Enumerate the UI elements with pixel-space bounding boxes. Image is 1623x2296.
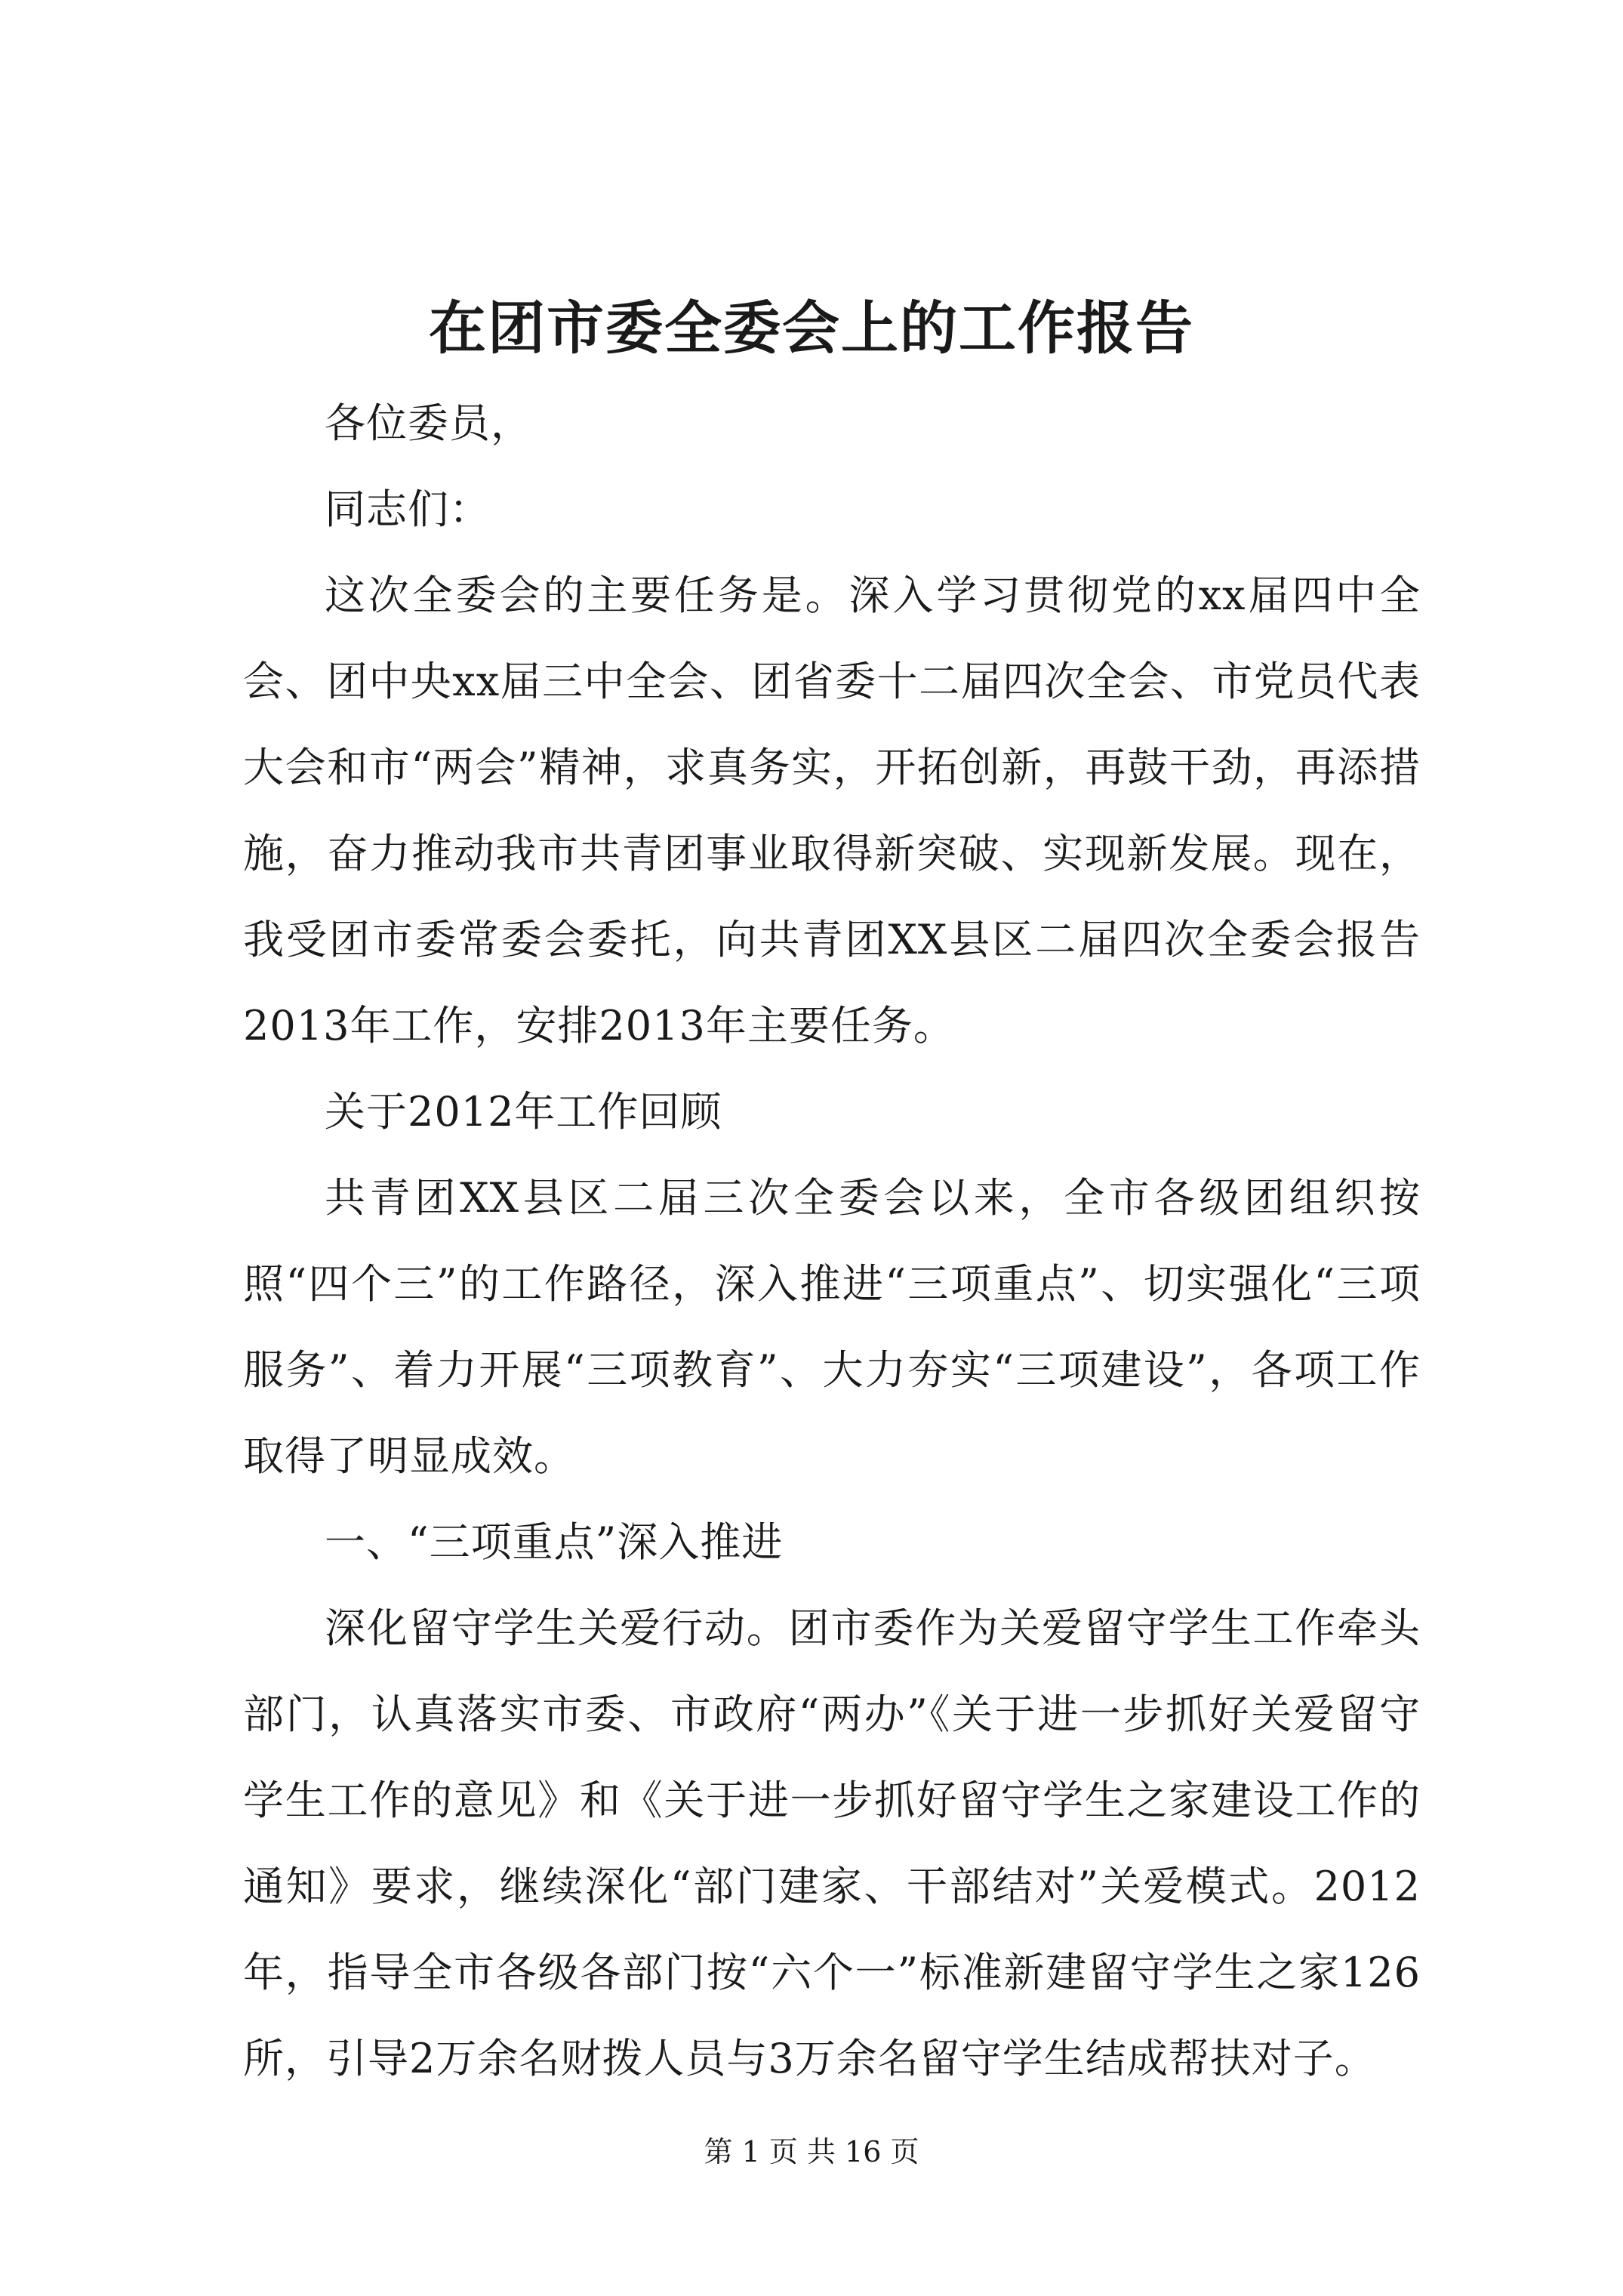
- subsection-heading-1: 一、“三项重点”深入推进: [325, 1518, 784, 1566]
- page-number-footer: 第 1 页 共 16 页: [704, 2135, 919, 2168]
- review-summary-paragraph: 共青团XX县区二届三次全委会以来，全市各级团组织按照“四个三”的工作路径，深入推进“三项重点”、切实强化“三项服务”、着力开展“三项教育”、大力夯实“三项建设”，各项工作取得了明显成效。: [243, 1174, 1421, 1480]
- document-title: 在团市委全委会上的工作报告: [429, 294, 1194, 362]
- document-body: [243, 381, 1421, 2102]
- section-heading-review: 关于2012年工作回顾: [325, 1088, 722, 1136]
- left-behind-students-paragraph: 深化留守学生关爱行动。团市委作为关爱留守学生工作牵头部门，认真落实市委、市政府“两办”《关于进一步抓好关爱留守学生工作的意见》和《关于进一步抓好留守学生之家建设工作的通知》要求，继续深化“部门建家、干部结对”关爱模式。2012年，指导全市各级各部门按“六个一”标准新建留守学生之家126所，引导2万余名财拨人员与3万余名留守学生结成帮扶对子。: [243, 1604, 1421, 2082]
- intro-paragraph: 这次全委会的主要任务是。深入学习贯彻党的xx届四中全会、团中央xx届三中全会、团省委十二届四次全会、市党员代表大会和市“两会”精神，求真务实，开拓创新，再鼓干劲，再添措施，奋力推动我市共青团事业取得新突破、实现新发展。现在，我受团市委常委会委托，向共青团XX县区二届四次全委会报告2013年工作，安排2013年主要任务。: [243, 572, 1421, 1049]
- salutation-comrades: 同志们：: [325, 485, 491, 533]
- salutation-members: 各位委员，: [325, 399, 532, 447]
